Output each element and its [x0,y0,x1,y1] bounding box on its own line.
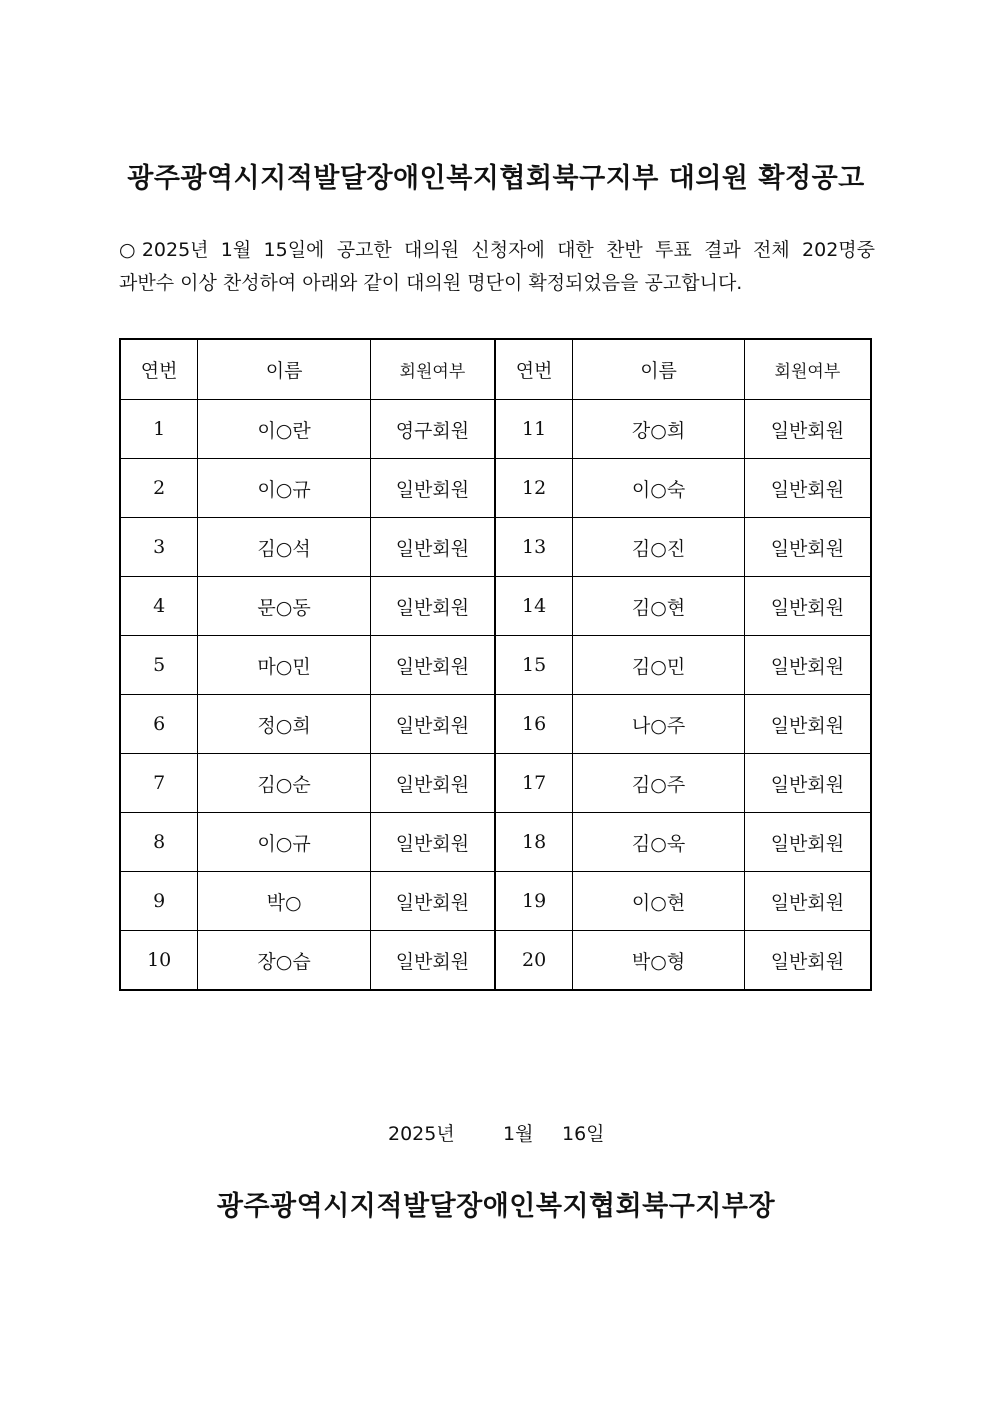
delegate-table [119,338,872,991]
name-cell: 이○란 [198,400,371,459]
serial-number-cell: 16 [495,695,573,754]
name-cell: 이○규 [198,813,371,872]
membership-cell: 일반회원 [370,754,495,813]
table-row [120,695,871,754]
name-cell: 김○순 [198,754,371,813]
serial-number-cell: 11 [495,400,573,459]
serial-number-cell: 13 [495,518,573,577]
table-row [120,400,871,459]
serial-number-cell: 18 [495,813,573,872]
serial-number-cell: 20 [495,931,573,991]
header-name: 이름 [573,339,745,400]
header-membership: 회원여부 [370,339,495,400]
table-row [120,518,871,577]
table-row [120,813,871,872]
notice-line-2: 과반수 이상 찬성하여 아래와 같이 대의원 명단이 확정되었음을 공고합니다. [119,272,743,294]
table-row [120,754,871,813]
membership-cell: 일반회원 [370,459,495,518]
date-year: 2025년 [388,1123,455,1145]
notice-paragraph [119,234,875,300]
membership-cell: 일반회원 [370,813,495,872]
table-row [120,636,871,695]
membership-cell: 일반회원 [744,931,871,991]
signature-organization: 광주광역시지적발달장애인복지협회북구지부장 [216,1191,776,1222]
serial-number-cell: 14 [495,577,573,636]
serial-number-cell: 2 [120,459,198,518]
membership-cell: 일반회원 [370,695,495,754]
name-cell: 강○희 [573,400,745,459]
membership-cell: 일반회원 [744,459,871,518]
name-cell: 김○욱 [573,813,745,872]
serial-number-cell: 4 [120,577,198,636]
membership-cell: 일반회원 [370,577,495,636]
membership-cell: 일반회원 [370,518,495,577]
membership-cell: 일반회원 [370,872,495,931]
membership-cell: 일반회원 [744,754,871,813]
membership-cell: 일반회원 [744,577,871,636]
header-no: 연번 [495,339,573,400]
membership-cell: 일반회원 [744,400,871,459]
name-cell: 김○현 [573,577,745,636]
membership-cell: 일반회원 [744,695,871,754]
name-cell: 이○숙 [573,459,745,518]
name-cell: 마○민 [198,636,371,695]
serial-number-cell: 9 [120,872,198,931]
header-membership: 회원여부 [744,339,871,400]
serial-number-cell: 1 [120,400,198,459]
serial-number-cell: 19 [495,872,573,931]
serial-number-cell: 8 [120,813,198,872]
serial-number-cell: 3 [120,518,198,577]
membership-cell: 일반회원 [744,813,871,872]
table-row [120,577,871,636]
name-cell: 정○희 [198,695,371,754]
table-header-row [120,339,871,400]
date-day: 16일 [562,1123,605,1145]
name-cell: 김○석 [198,518,371,577]
name-cell: 김○주 [573,754,745,813]
name-cell: 이○현 [573,872,745,931]
membership-cell: 일반회원 [744,636,871,695]
document-title: 광주광역시지적발달장애인복지협회북구지부 대의원 확정공고 [127,163,865,194]
serial-number-cell: 7 [120,754,198,813]
serial-number-cell: 15 [495,636,573,695]
serial-number-cell: 10 [120,931,198,991]
header-no: 연번 [120,339,198,400]
serial-number-cell: 5 [120,636,198,695]
header-name: 이름 [198,339,371,400]
name-cell: 장○습 [198,931,371,991]
name-cell: 이○규 [198,459,371,518]
notice-line-1: ○2025년 1월 15일에 공고한 대의원 신청자에 대한 찬반 투표 결과 전체 202명중 [119,239,875,261]
membership-cell: 영구회원 [370,400,495,459]
serial-number-cell: 12 [495,459,573,518]
membership-cell: 일반회원 [370,931,495,991]
name-cell: 김○민 [573,636,745,695]
name-cell: 나○주 [573,695,745,754]
table-row [120,872,871,931]
table-row [120,459,871,518]
table-row [120,931,871,991]
name-cell: 박○형 [573,931,745,991]
date-month: 1월 [503,1123,534,1145]
name-cell: 김○진 [573,518,745,577]
name-cell: 문○동 [198,577,371,636]
name-cell: 박○ [198,872,371,931]
serial-number-cell: 6 [120,695,198,754]
membership-cell: 일반회원 [744,518,871,577]
membership-cell: 일반회원 [744,872,871,931]
membership-cell: 일반회원 [370,636,495,695]
serial-number-cell: 17 [495,754,573,813]
